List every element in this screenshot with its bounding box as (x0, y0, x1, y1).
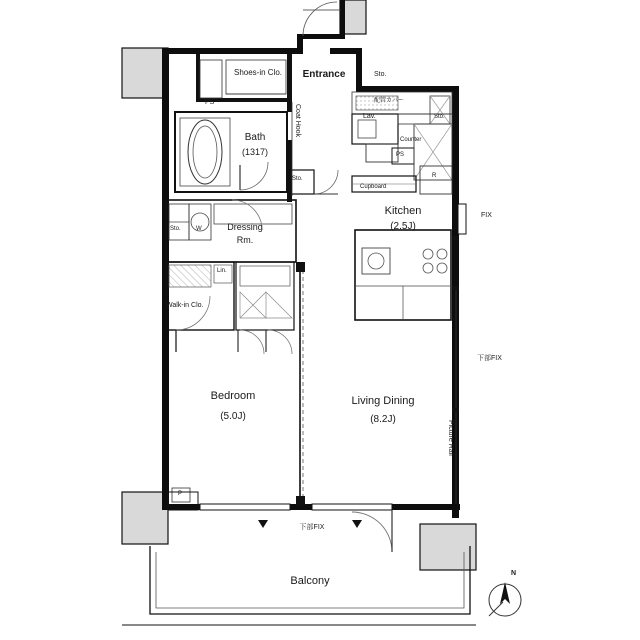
label-walk-in-closet: Walk-in Clo. (166, 302, 204, 309)
label-w-left: W (196, 226, 202, 232)
label-sto-left: Sto. (170, 226, 181, 232)
label-r-mark: R (432, 173, 437, 179)
label-p-mark: P (178, 491, 183, 497)
room-label-dressing-rm: Rm. (236, 235, 254, 245)
label-haikan-cover: 配管カバー (374, 98, 405, 104)
room-label-bedroom: Bedroom (210, 390, 256, 402)
room-label-bath: Bath (244, 132, 266, 143)
compass-north-label: N (511, 570, 517, 577)
label-shoes-in-closet: Shoes-in Clo. (234, 68, 283, 77)
label-fix-right-mid: 下部FIX (477, 355, 502, 362)
label-sto-small: Sto. (292, 176, 303, 182)
label-counter: Counter (400, 137, 422, 143)
label-lav: Lav. (363, 113, 376, 120)
label-ps-top: PS (205, 99, 215, 106)
room-label-balcony: Balcony (290, 575, 330, 587)
label-lin: Lin. (217, 268, 227, 274)
room-size-bedroom: (5.0J) (220, 411, 246, 422)
room-label-living-dining: Living Dining (351, 395, 415, 407)
label-sto-top-right: Sto. (374, 71, 387, 78)
room-label-kitchen: Kitchen (384, 205, 422, 217)
room-size-bath: (1317) (241, 147, 269, 157)
room-label-dressing: Dressing (227, 222, 263, 232)
label-fix-bottom: 下部FIX (299, 524, 325, 531)
label-picture-rail: Picture Rail (447, 420, 455, 456)
label-coat-hook: Coat Hook (294, 104, 302, 138)
room-size-living-dining: (8.2J) (370, 414, 396, 425)
label-sto-lav: Sto. (434, 114, 445, 120)
label-cupboard: Cupboard (360, 184, 387, 190)
label-ps-mid: PS (396, 152, 405, 158)
room-size-kitchen: (2.5J) (390, 221, 416, 232)
room-label-entrance: Entrance (302, 69, 346, 80)
label-fix-right-top: FIX (481, 212, 492, 219)
